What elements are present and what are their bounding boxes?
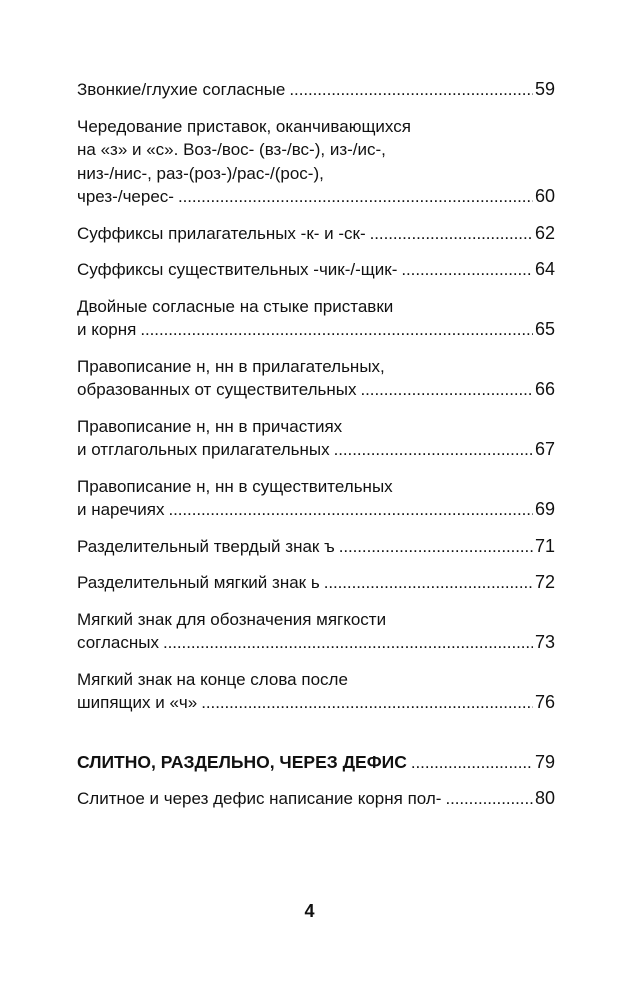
toc-entry-title: Слитное и через дефис написание корня пол-	[77, 789, 442, 808]
toc-section-heading	[77, 751, 555, 775]
page-number: 4	[304, 901, 315, 921]
toc-entry	[77, 608, 555, 655]
toc-entry	[77, 258, 555, 282]
toc-entry-line: Двойные согласные на стыке приставки	[77, 296, 394, 316]
toc-entry-title: и отглагольных прилагательных	[77, 440, 330, 459]
dot-leader	[289, 78, 533, 102]
toc-page-number: 73	[534, 632, 555, 652]
toc-entry-line: Чередование приставок, оканчивающихся	[77, 116, 411, 136]
dot-leader	[370, 222, 533, 246]
toc-entry	[77, 78, 555, 102]
toc-entry-title: образованных от существительных	[77, 380, 357, 399]
dot-leader	[411, 751, 533, 775]
toc-page-number: 62	[534, 222, 555, 243]
toc-entry-title: Суффиксы существительных -чик-/-щик-	[77, 260, 398, 279]
toc-entry-title: Разделительный твердый знак ъ	[77, 536, 335, 556]
dot-leader	[163, 631, 533, 655]
toc-entry-line: Мягкий знак на конце слова после	[77, 669, 348, 689]
toc-page-number: 76	[534, 692, 555, 712]
toc-page-number: 79	[534, 751, 555, 772]
toc-entry-title: и корня	[77, 320, 137, 339]
toc-page-number: 67	[534, 439, 555, 459]
toc-entry-title: согласных	[77, 633, 159, 652]
table-of-contents	[77, 78, 555, 824]
toc-entry-line: Мягкий знак для обозначения мягкости	[77, 609, 387, 629]
toc-page-number: 71	[534, 535, 555, 556]
dot-leader	[140, 318, 533, 342]
toc-entry-line: Правописание н, нн в существительных	[77, 476, 393, 496]
dot-leader	[178, 185, 533, 209]
dot-leader	[445, 787, 533, 811]
toc-entry-line: Правописание н, нн в прилагательных,	[77, 356, 385, 376]
toc-page-number: 64	[534, 259, 555, 279]
toc-entry-line: Правописание н, нн в причастиях	[77, 416, 343, 436]
dot-leader	[168, 498, 533, 522]
toc-entry	[77, 295, 555, 342]
toc-entry	[77, 571, 555, 595]
toc-page-number: 69	[534, 499, 555, 519]
section-title: СЛИТНО, РАЗДЕЛЬНО, ЧЕРЕЗ ДЕФИС	[77, 751, 407, 772]
toc-entry	[77, 535, 555, 559]
dot-leader	[334, 438, 533, 462]
toc-entry	[77, 415, 555, 462]
toc-entry	[77, 668, 555, 715]
dot-leader	[339, 535, 533, 559]
toc-entry-title: Суффиксы прилагательных -к- и -ск-	[77, 223, 366, 243]
toc-page-number: 59	[534, 79, 555, 99]
toc-page-number: 66	[534, 379, 555, 399]
dot-leader	[361, 378, 533, 402]
toc-entry-title: и наречиях	[77, 500, 165, 519]
toc-page-number: 60	[534, 186, 555, 206]
toc-entry	[77, 222, 555, 246]
dot-leader	[401, 258, 533, 282]
toc-entry-title: шипящих и «ч»	[77, 693, 198, 712]
toc-entry-line: на «з» и «с». Воз-/вос- (вз-/вс-), из-/ис-,	[77, 140, 386, 159]
toc-entry-title: чрез-/черес-	[77, 187, 174, 206]
toc-entry-title: Разделительный мягкий знак ь	[77, 573, 320, 592]
toc-page-number: 65	[534, 319, 555, 339]
toc-entry	[77, 115, 555, 209]
toc-entry	[77, 355, 555, 402]
toc-entry	[77, 475, 555, 522]
toc-entry-title: Звонкие/глухие согласные	[77, 80, 286, 99]
dot-leader	[324, 571, 533, 595]
toc-entry-line: низ-/нис-, раз-(роз-)/рас-/(рос-),	[77, 163, 324, 183]
toc-entry	[77, 787, 555, 811]
dot-leader	[201, 691, 533, 715]
toc-page-number: 72	[534, 572, 555, 592]
toc-page-number: 80	[534, 788, 555, 808]
